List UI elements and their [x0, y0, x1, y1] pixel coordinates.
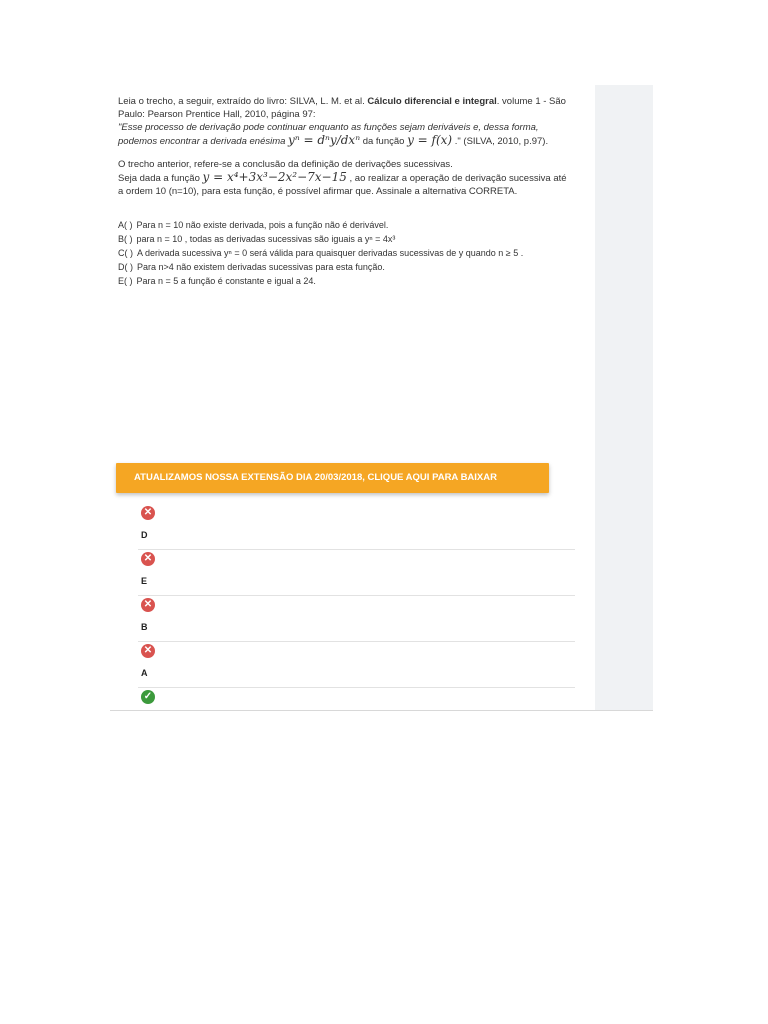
quote-paragraph: [118, 121, 568, 148]
wrong-answer-icon: ✕: [141, 644, 155, 658]
side-panel: [595, 85, 653, 710]
answer-feedback-list: [138, 504, 575, 733]
intro-prefix: Leia o trecho, a seguir, extraído do livro: SILVA, L. M. et al.: [118, 96, 368, 107]
task-paragraph: [118, 171, 568, 198]
quote-connector: da função: [362, 136, 405, 147]
feedback-letter: A: [141, 668, 148, 678]
option-e[interactable]: [118, 274, 568, 288]
feedback-letter: B: [141, 622, 148, 632]
option-d-text: Para n>4 não existem derivadas sucessivas para esta função.: [137, 262, 385, 272]
citation: ." (SILVA, 2010, p.97).: [454, 136, 549, 147]
intro-suffix: . volume 1 - São Paulo: Pearson Prentice Hall, 2010, página 97:: [118, 96, 566, 120]
wrong-answer-icon: ✕: [141, 598, 155, 612]
task-function: y = x⁴+3x³−2x²−7x−15: [202, 170, 347, 184]
task-suffix: , ao realizar a operação de derivação sucessiva até a ordem 10 (n=10), para esta função, é possível afirmar que. Assinale a alternativa CORRETA.: [118, 173, 567, 197]
context-line: O trecho anterior, refere-se a conclusão da definição de derivações sucessivas.: [118, 159, 453, 170]
option-b-letter: B( ): [118, 234, 133, 244]
feedback-row: [138, 688, 575, 733]
option-b[interactable]: [118, 232, 568, 246]
feedback-row: [138, 550, 575, 596]
option-c[interactable]: [118, 246, 568, 260]
feedback-row: [138, 596, 575, 642]
book-title: Cálculo diferencial e integral: [367, 96, 497, 107]
derivative-formula: yⁿ = dⁿy/dxⁿ: [288, 133, 361, 147]
download-extension-banner[interactable]: ATUALIZAMOS NOSSA EXTENSÃO DIA 20/03/2018, CLIQUE AQUI PARA BAIXAR: [116, 463, 549, 493]
option-b-text: para n = 10 , todas as derivadas sucessivas são iguais a yⁿ = 4x³: [136, 234, 396, 244]
wrong-answer-icon: ✕: [141, 552, 155, 566]
correct-answer-icon: ✓: [141, 690, 155, 704]
wrong-answer-icon: ✕: [141, 506, 155, 520]
quote-text: "Esse processo de derivação pode continuar enquanto as funções sejam deriváveis e, dessa forma, podemos encontrar a derivada enésima: [118, 122, 539, 147]
option-d-letter: D( ): [118, 262, 133, 272]
option-e-letter: E( ): [118, 276, 133, 286]
option-c-letter: C( ): [118, 248, 133, 258]
option-d[interactable]: [118, 260, 568, 274]
function-symbol: y = f(x): [407, 133, 453, 147]
option-a[interactable]: [118, 218, 568, 232]
feedback-row: [138, 504, 575, 550]
task-prefix: Seja dada a função: [118, 173, 200, 184]
feedback-letter: E: [141, 576, 148, 586]
option-e-text: Para n = 5 a função é constante e igual a 24.: [136, 276, 316, 286]
feedback-row: [138, 642, 575, 688]
feedback-letter: D: [141, 530, 148, 540]
question-intro: [118, 95, 568, 121]
question-content: [118, 95, 568, 288]
option-a-text: Para n = 10 não existe derivada, pois a função não é derivável.: [136, 220, 389, 230]
option-a-letter: A( ): [118, 220, 133, 230]
option-c-text: A derivada sucessiva yⁿ = 0 será válida para quaisquer derivadas sucessivas de y quando n ≥ 5 .: [137, 248, 524, 258]
